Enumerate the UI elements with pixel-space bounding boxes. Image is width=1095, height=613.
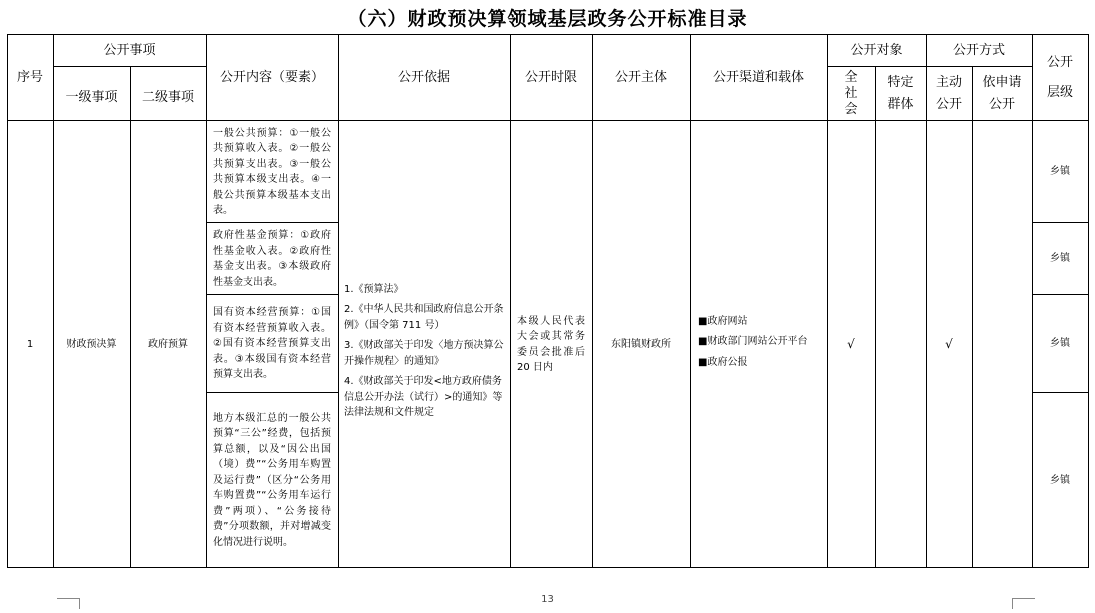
- all-society-check: √: [847, 336, 855, 351]
- header-subject: 公开主体: [614, 69, 667, 85]
- channel-government-website: ■政府网站: [698, 315, 748, 327]
- header-specific-group: 特定群体: [887, 75, 914, 112]
- basis-cell: [338, 121, 510, 568]
- column-divider: [875, 66, 876, 568]
- header-matters: 公开事项: [103, 42, 156, 58]
- basis-item: 4.《财政部关于印发<地方政府债务信息公开办法（试行）>的通知》等法律法规和文件规定: [344, 376, 503, 418]
- header-method: 公开方式: [952, 42, 1005, 58]
- basis-item: 2.《中华人民共和国政府信息公开条例》（国令第 711 号）: [344, 304, 504, 331]
- level-cell: 乡镇: [1050, 166, 1070, 178]
- row-level1: 财政预决算: [66, 338, 117, 350]
- row-seq: 1: [26, 338, 34, 350]
- row-time: 本级人民代表大会或其常务委员会批准后 20 日内: [517, 315, 585, 373]
- content-state-capital-budget: 国有资本经营预算：①国有资本经营预算收入表。②国有资本经营预算支出表。③本级国有资本经营预算支出表。: [213, 307, 331, 381]
- page-title: （六）财政预决算领域基层政务公开标准目录: [347, 8, 748, 30]
- header-on-request: 依申请公开: [982, 75, 1022, 112]
- basis-item: 3.《财政部关于印发〈地方预决算公开操作规程〉的通知》: [344, 340, 504, 367]
- channel-government-gazette: ■政府公报: [698, 356, 748, 368]
- row-divider: [206, 294, 338, 295]
- header-divider: [827, 66, 1032, 67]
- page-number: 13: [541, 594, 554, 605]
- content-three-public-funds: 地方本级汇总的一般公共预算“三公”经费，包括预算总额，以及“因公出国（境）费”“公务用车购置及运行费”（区分“公务用车购置费”“公务用车运行费”两项）、“公务接待费”分项数额，并对增减变化情况进行说明。: [213, 412, 331, 548]
- column-divider: [827, 34, 828, 568]
- row-divider: [206, 392, 338, 393]
- header-active: 主动公开: [935, 75, 962, 112]
- column-divider: [53, 34, 54, 568]
- header-level: 公开层级: [1046, 55, 1073, 100]
- column-divider: [206, 34, 207, 568]
- specific-group-blank: [875, 121, 926, 568]
- row-divider: [206, 222, 338, 223]
- header-channel: 公开渠道和载体: [712, 69, 804, 85]
- level-cell: 乡镇: [1050, 474, 1070, 486]
- row-subject: 东阳镇财政所: [611, 338, 671, 350]
- header-seq: 序号: [16, 69, 43, 85]
- on-request-blank: [972, 121, 1032, 568]
- basis-item: 1.《预算法》: [344, 283, 404, 295]
- row-divider: [1032, 222, 1088, 223]
- row-level2: 政府预算: [148, 338, 188, 350]
- content-general-budget: 一般公共预算：①一般公共预算收入表。②一般公共预算支出表。③一般公共预算本级支出表。④一般公共预算本级基本支出表。: [213, 127, 331, 216]
- column-divider: [690, 34, 691, 568]
- header-level1: 一级事项: [65, 89, 118, 105]
- column-divider: [926, 34, 927, 568]
- header-level2: 二级事项: [141, 89, 194, 105]
- active-check: √: [945, 336, 953, 351]
- column-divider: [1032, 34, 1033, 568]
- level-cell: 乡镇: [1050, 253, 1070, 265]
- header-time: 公开时限: [524, 69, 577, 85]
- column-divider: [972, 66, 973, 568]
- header-all-society: 全社会: [844, 70, 858, 117]
- column-divider: [130, 66, 131, 568]
- level-cell: 乡镇: [1050, 338, 1070, 350]
- channel-cell: [690, 121, 827, 568]
- column-divider: [510, 34, 511, 568]
- column-divider: [592, 34, 593, 568]
- content-fund-budget: 政府性基金预算：①政府性基金收入表。②政府性基金支出表。③本级政府性基金支出表。: [213, 230, 331, 288]
- header-content: 公开内容（要素）: [219, 69, 324, 85]
- row-divider: [1032, 294, 1088, 295]
- table-border-right: [1088, 34, 1089, 568]
- row-divider: [1032, 392, 1088, 393]
- channel-finance-website: ■财政部门网站公开平台: [698, 336, 808, 348]
- table-border-left: [7, 34, 8, 568]
- column-divider: [338, 34, 339, 568]
- header-basis: 公开依据: [397, 69, 450, 85]
- header-audience: 公开对象: [850, 42, 903, 58]
